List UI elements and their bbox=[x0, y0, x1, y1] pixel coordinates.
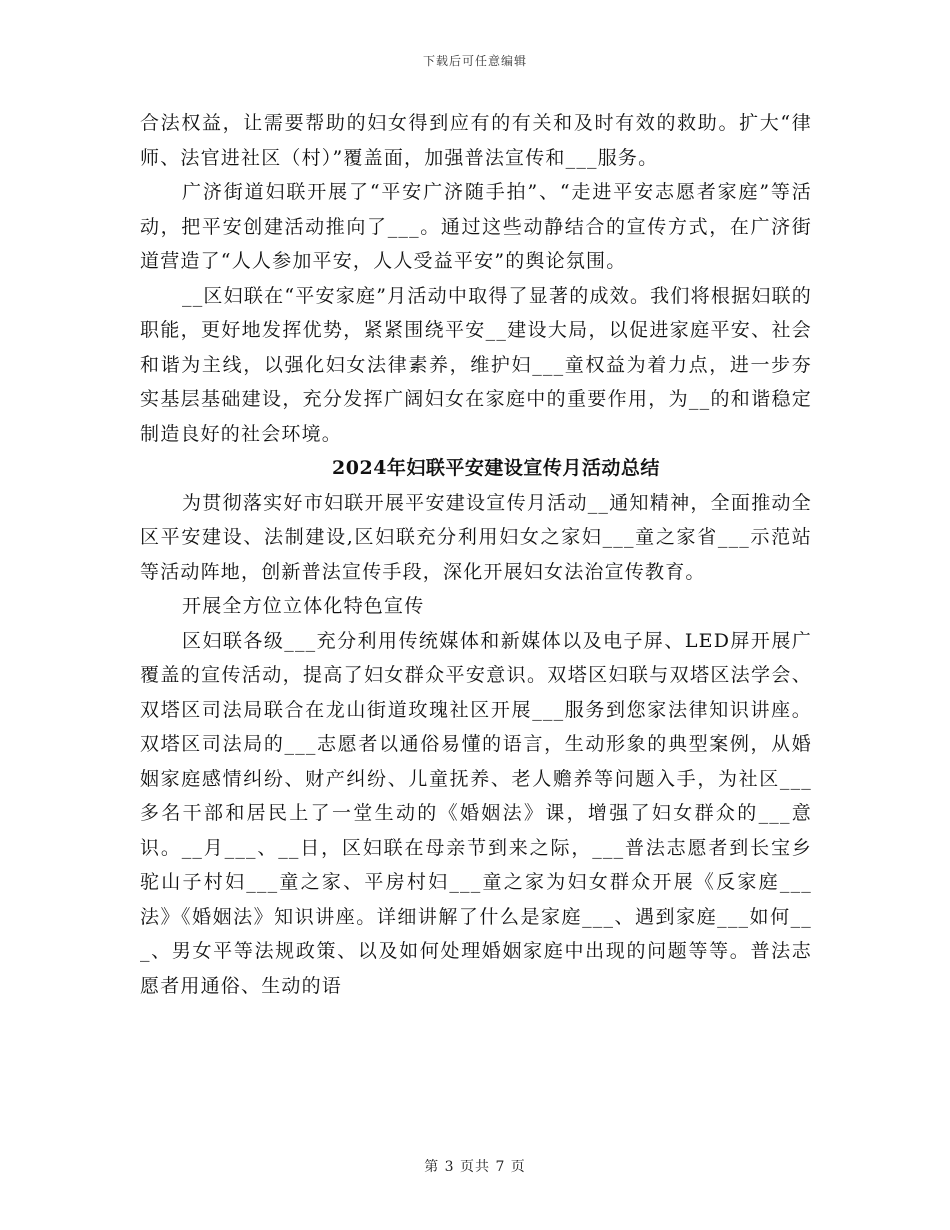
paragraph-intro: 为贯彻落实好市妇联开展平安建设宣传月活动__通知精神，全面推动全区平安建设、法制建设,区妇联充分利用妇女之家妇___童之家省___示范站等活动阵地，创新普法宣传手段，深化开展妇女法治宣传教育。 bbox=[140, 491, 812, 583]
page-header: 下载后可任意编辑 bbox=[422, 54, 527, 68]
document-body bbox=[140, 106, 812, 1003]
paragraph-district-effect: __区妇联在“平安家庭”月活动中取得了显著的成效。我们将根据妇联的职能，更好地发挥优势，紧紧围绕平安__建设大局，以促进家庭平安、社会和谐为主线，以强化妇女法律素养，维护妇___童权益为着力点，进一步夯实基层基础建设，充分发挥广阔妇女在家庭中的重要作用，为__的和谐稳定制造良好的社会环境。 bbox=[140, 284, 812, 445]
paragraph-activities: 区妇联各级___充分利用传统媒体和新媒体以及电子屏、LED屏开展广覆盖的宣传活动，提高了妇女群众平安意识。双塔区妇联与双塔区法学会、双塔区司法局联合在龙山街道玫瑰社区开展___服务到您家法律知识讲座。双塔区司法局的___志愿者以通俗易懂的语言，生动形象的典型案例，从婚姻家庭感情纠纷、财产纠纷、儿童抚养、老人赡养等问题入手，为社区___多名干部和居民上了一堂生动的《婚姻法》课，增强了妇女群众的___意识。__月___、__日，区妇联在母亲节到来之际，___普法志愿者到长宝乡驼山子村妇___童之家、平房村妇___童之家为妇女群众开展《反家庭___法》《婚姻法》知识讲座。详细讲解了什么是家庭___、遇到家庭___如何___、男女平等法规政策、以及如何处理婚姻家庭中出现的问题等等。普法志愿者用通俗、生动的语 bbox=[140, 629, 812, 997]
section-title: 2024年妇联平安建设宣传月活动总结 bbox=[332, 457, 660, 479]
paragraph-guangji: 广济街道妇联开展了“平安广济随手拍”、“走进平安志愿者家庭”等活动，把平安创建活动推向了___。通过这些动静结合的宣传方式，在广济街道营造了“人人参加平安，人人受益平安”的舆论氛围。 bbox=[140, 181, 812, 272]
paragraph-continued: 合法权益，让需要帮助的妇女得到应有的有关和及时有效的救助。扩大“律师、法官进社区（村）”覆盖面，加强普法宣传和___服务。 bbox=[140, 112, 812, 169]
subheading-publicity: 开展全方位立体化特色宣传 bbox=[182, 595, 425, 617]
page-footer: 第 3 页共 7 页 bbox=[424, 1159, 526, 1175]
